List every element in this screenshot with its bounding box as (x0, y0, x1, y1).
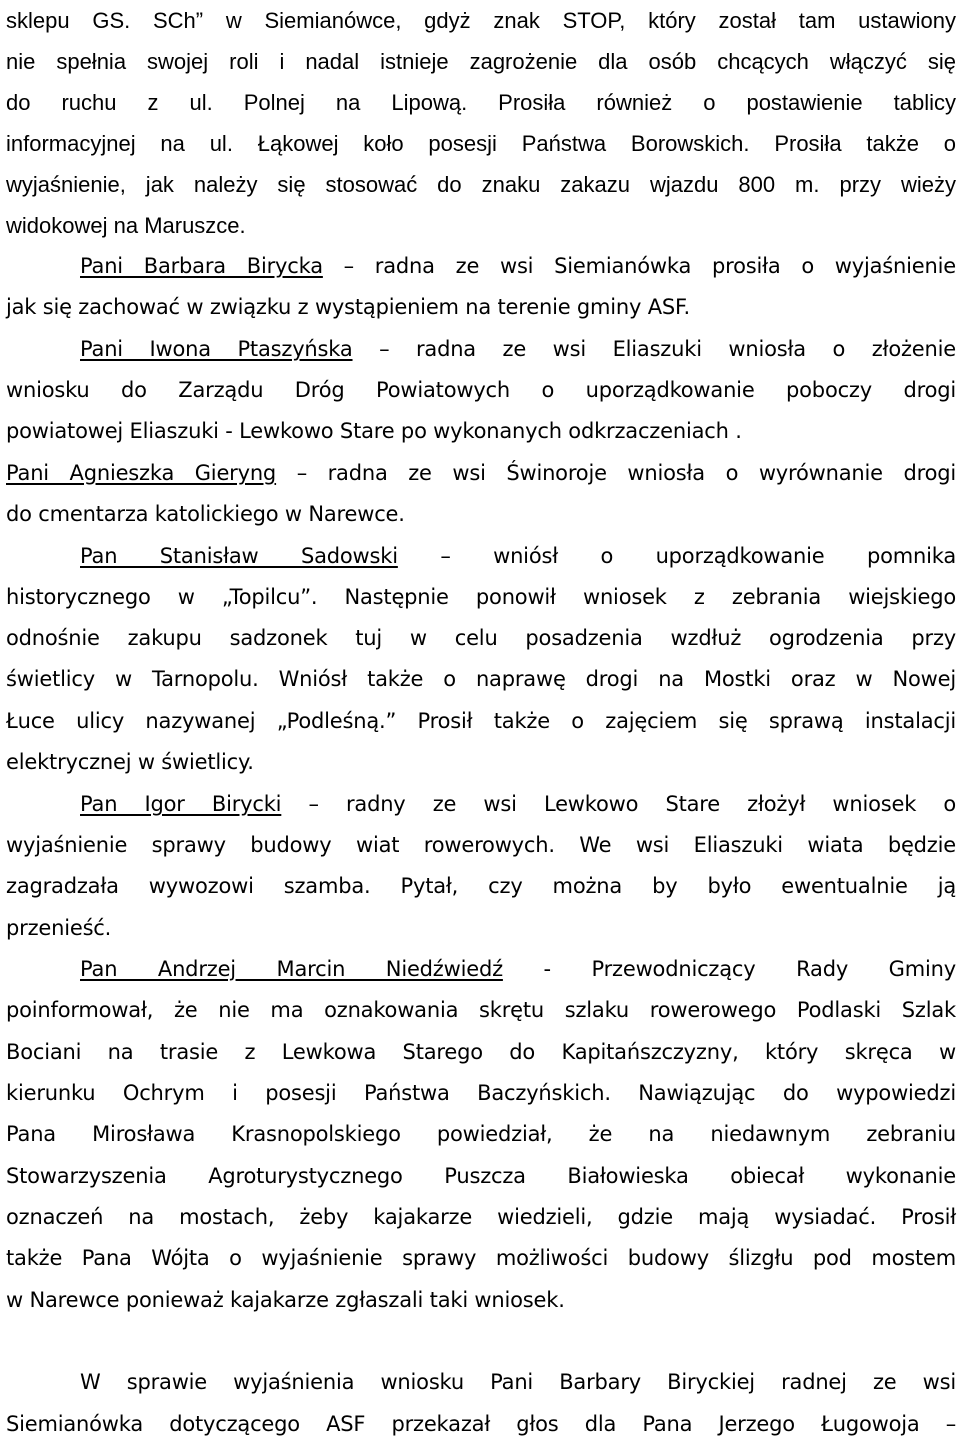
text-line (6, 1280, 956, 1321)
text-span: wniosku do Zarządu Dróg Powiatowych o uporządkowanie poboczy drogi (6, 378, 956, 402)
text-span: powiatowej Eliaszuki - Lewkowo Stare po wykonanych odkrzaczeniach . (6, 419, 742, 443)
text-span: – radna ze wsi Świnoroje wniosła o wyrównanie drogi (276, 461, 956, 485)
text-span: do cmentarza katolickiego w Narewce. (6, 502, 405, 526)
text-line (6, 701, 956, 742)
text-line (6, 659, 956, 700)
text-span: sklepu GS. SCh” w Siemianówce, gdyż znak STOP, który został tam ustawiony (6, 8, 956, 33)
text-span: W sprawie wyjaśnienia wniosku Pani Barbary Biryckiej radnej ze wsi (80, 1370, 956, 1394)
text-span: oznaczeń na mostach, żeby kajakarze wiedzieli, gdzie mają wysiadać. Prosił (6, 1205, 956, 1229)
text-span: historycznego w „Topilcu”. Następnie ponowił wniosek z zebrania wiejskiego (6, 585, 956, 609)
text-span: – radny ze wsi Lewkowo Stare złożył wniosek o (281, 792, 956, 816)
person-name: Pan Andrzej Marcin Niedźwiedź (80, 957, 503, 981)
text-line (6, 1073, 956, 1114)
text-line (6, 1362, 956, 1403)
text-span: Pana Mirosława Krasnopolskiego powiedział, że na niedawnym zebraniu (6, 1122, 956, 1146)
text-line (6, 1032, 956, 1073)
text-span: do ruchu z ul. Polnej na Lipową. Prosiła również o postawienie tablicy (6, 90, 956, 115)
text-line (6, 164, 956, 205)
text-line (6, 536, 956, 577)
text-line (6, 494, 956, 535)
text-span: elektrycznej w świetlicy. (6, 750, 254, 774)
text-line (6, 1114, 956, 1155)
text-span: wyjaśnienie sprawy budowy wiat rowerowych. We wsi Eliaszuki wiata będzie (6, 833, 956, 857)
text-line (6, 82, 956, 123)
text-line (6, 41, 956, 82)
person-name: Pan Stanisław Sadowski (80, 544, 398, 568)
text-line (6, 1404, 956, 1445)
text-span: Siemianówka dotyczącego ASF przekazał głos dla Pana Jerzego Ługowoja – (6, 1412, 956, 1436)
text-line (6, 453, 956, 494)
text-span: – radna ze wsi Eliaszuki wniosła o złożenie (352, 337, 956, 361)
text-span: informacyjnej na ul. Łąkowej koło posesji Państwa Borowskich. Prosiła także o (6, 131, 956, 156)
text-line (6, 1197, 956, 1238)
text-line (6, 908, 956, 949)
text-span: – radna ze wsi Siemianówka prosiła o wyjaśnienie (322, 254, 956, 278)
person-name: Pani Agnieszka Gieryng (6, 461, 277, 485)
text-line (6, 0, 956, 41)
text-span: w Narewce ponieważ kajakarze zgłaszali taki wniosek. (6, 1288, 565, 1312)
text-span: kierunku Ochrym i posesji Państwa Baczyńskich. Nawiązując do wypowiedzi (6, 1081, 956, 1105)
person-name: Pan Igor Birycki (80, 792, 282, 816)
text-span: - Przewodniczący Rady Gminy (502, 957, 956, 981)
text-span: także Pana Wójta o wyjaśnienie sprawy możliwości budowy ślizgłu pod mostem (6, 1246, 956, 1270)
text-line (6, 287, 956, 328)
text-span: wyjaśnienie, jak należy się stosować do znaku zakazu wjazdu 800 m. przy wieży (6, 172, 956, 197)
text-line (6, 866, 956, 907)
text-span: Bociani na trasie z Lewkowa Starego do Kapitańszczyzny, który skręca w (6, 1040, 956, 1064)
text-line (6, 411, 956, 452)
text-span: świetlicy w Tarnopolu. Wniósł także o naprawę drogi na Mostki oraz w Nowej (6, 667, 956, 691)
text-span: odnośnie zakupu sadzonek tuj w celu posadzenia wzdłuż ogrodzenia przy (6, 626, 956, 650)
text-line (6, 246, 956, 287)
text-span: widokowej na Maruszce. (6, 213, 246, 238)
text-span: – wniósł o uporządkowanie pomnika (397, 544, 956, 568)
text-line (6, 205, 956, 246)
text-line (6, 123, 956, 164)
text-line (6, 1238, 956, 1279)
text-line (6, 1156, 956, 1197)
text-line (6, 949, 956, 990)
text-span: przenieść. (6, 916, 112, 940)
person-name: Pani Iwona Ptaszyńska (80, 337, 353, 361)
text-span: Łuce ulicy nazywanej „Podleśną.” Prosił także o zajęciem się sprawą instalacji (6, 709, 956, 733)
text-line (6, 825, 956, 866)
text-span: poinformował, że nie ma oznakowania skrętu szlaku rowerowego Podlaski Szlak (6, 998, 956, 1022)
text-line (6, 618, 956, 659)
text-line (6, 742, 956, 783)
text-line (6, 784, 956, 825)
text-span: nie spełnia swojej roli i nadal istnieje zagrożenie dla osób chcących włączyć się (6, 49, 956, 74)
text-line (6, 990, 956, 1031)
text-line (6, 577, 956, 618)
text-line (6, 370, 956, 411)
text-span: zagradzała wywozowi szamba. Pytał, czy można by było ewentualnie ją (6, 874, 956, 898)
text-span: jak się zachować w związku z wystąpieniem na terenie gminy ASF. (6, 295, 691, 319)
person-name: Pani Barbara Birycka (80, 254, 323, 278)
text-line (6, 329, 956, 370)
text-span: Stowarzyszenia Agroturystycznego Puszcza Białowieska obiecał wykonanie (6, 1164, 956, 1188)
